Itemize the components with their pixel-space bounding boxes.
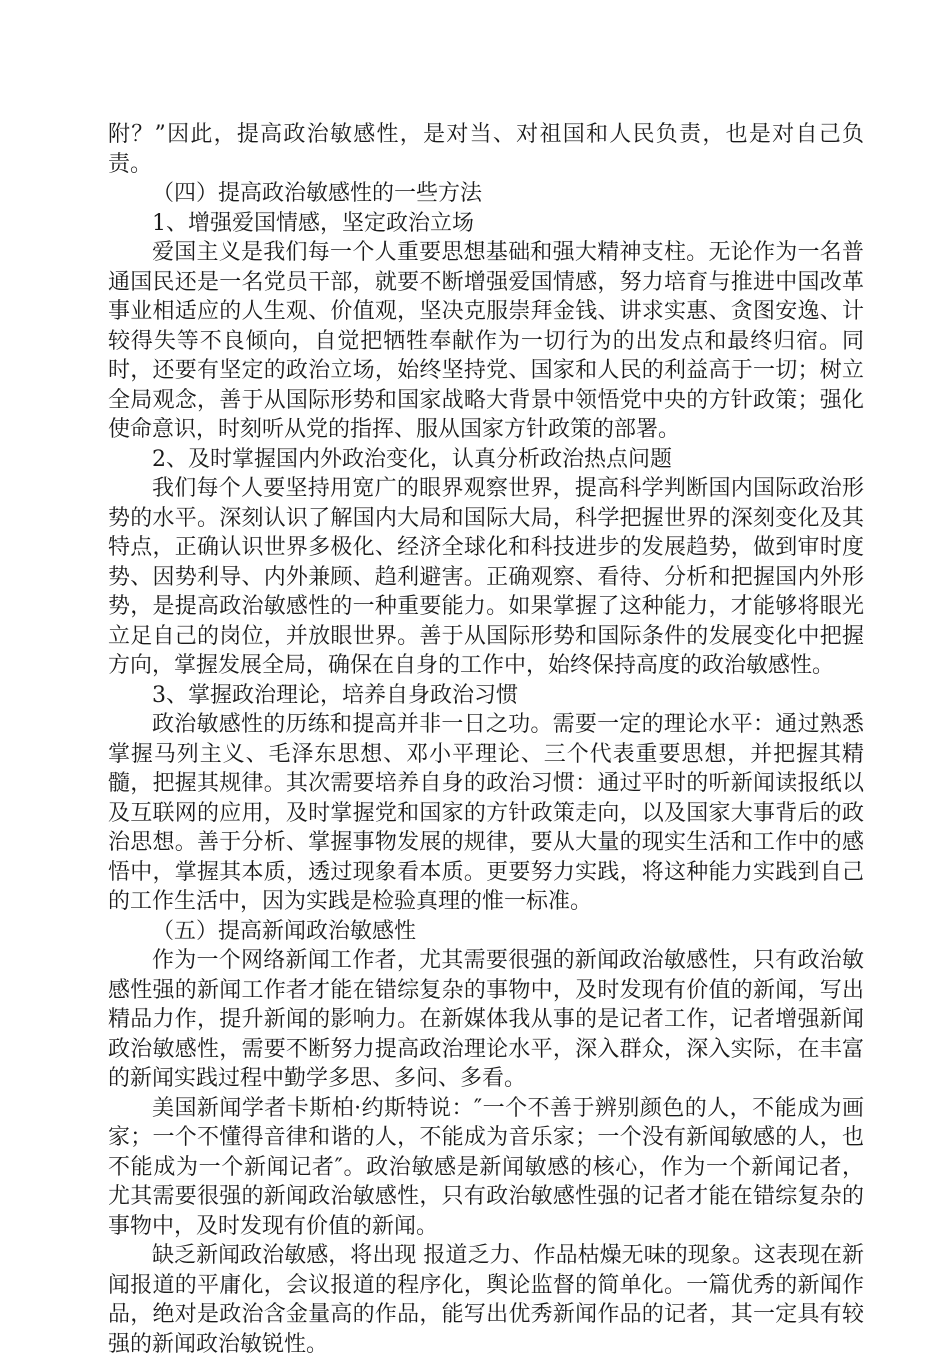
paragraph-patriotism: 爱国主义是我们每一个人重要思想基础和强大精神支柱。无论作为一名普通国民还是一名党员干部，就要不断增强爱国情感，努力培育与推进中国改革事业相适应的人生观、价值观，坚决克服崇拜金钱、讲求实惠、贪图安逸、计较得失等不良倾向，自觉把牺牲奉献作为一切行为的出发点和最终归宿。同时，还要有坚定的政治立场，始终坚持党、国家和人民的利益高于一切；树立全局观念，善于从国际形势和国家战略大背景中领悟党中央的方针政策；强化使命意识，时刻听从党的指挥、服从国家方针政策的部署。	[108, 240, 864, 442]
paragraph-theory: 政治敏感性的历练和提高并非一日之功。需要一定的理论水平：通过熟悉掌握马列主义、毛泽东思想、邓小平理论、三个代表重要思想，并把握其精髓，把握其规律。其次需要培养自身的政治习惯：通过平时的听新闻读报纸以及互联网的应用，及时掌握党和国家的方针政策走向，以及国家大事背后的政治思想。善于分析、掌握事物发展的规律，要从大量的现实生活和工作中的感悟中，掌握其本质，透过现象看本质。更要努力实践，将这种能力实践到自己的工作生活中，因为实践是检验真理的惟一标准。	[108, 712, 864, 914]
document-body	[108, 120, 864, 1359]
paragraph-lack-sensitivity: 缺乏新闻政治敏感，将出现 报道乏力、作品枯燥无味的现象。这表现在新闻报道的平庸化，会议报道的程序化，舆论监督的简单化。一篇优秀的新闻作品，绝对是政治含金量高的作品，能写出优秀新闻作品的记者，其一定具有较强的新闻政治敏锐性。	[108, 1243, 864, 1357]
paragraph-continuation: 附？”因此，提高政治敏感性，是对当、对祖国和人民负责，也是对自己负责。	[108, 122, 864, 177]
section-heading-four: （四）提高政治敏感性的一些方法	[152, 181, 483, 206]
paragraph-news-worker: 作为一个网络新闻工作者，尤其需要很强的新闻政治敏感性，只有政治敏感性强的新闻工作者才能在错综复杂的事物中，及时发现有价值的新闻，写出精品力作，提升新闻的影响力。在新媒体我从事的是记者工作，记者增强新闻政治敏感性，需要不断努力提高政治理论水平，深入群众，深入实际，在丰富的新闻实践过程中勤学多思、多问、多看。	[108, 948, 864, 1091]
subheading-3: 3、掌握政治理论，培养自身政治习惯	[152, 682, 518, 708]
section-heading-five: （五）提高新闻政治敏感性	[152, 918, 417, 944]
subheading-2: 2、及时掌握国内外政治变化，认真分析政治热点问题	[152, 446, 672, 472]
subheading-1: 1、增强爱国情感，坚定政治立场	[152, 210, 474, 236]
paragraph-quote: 美国新闻学者卡斯柏·约斯特说：″一个不善于辨别颜色的人，不能成为画家；一个不懂得音律和谐的人，不能成为音乐家；一个没有新闻敏感的人，也不能成为一个新闻记者″。政治敏感是新闻敏感的核心，作为一个新闻记者，尤其需要很强的新闻政治敏感性，只有政治敏感性强的记者才能在错综复杂的事物中，及时发现有价值的新闻。	[108, 1095, 864, 1239]
paragraph-world-view: 我们每个人要坚持用宽广的眼界观察世界，提高科学判断国内国际政治形势的水平。深刻认识了解国内大局和国际大局，科学把握世界的深刻变化及其特点，正确认识世界多极化、经济全球化和科技进步的发展趋势，做到审时度势、因势利导、内外兼顾、趋利避害。正确观察、看待、分析和把握国内外形势，是提高政治敏感性的一种重要能力。如果掌握了这种能力，才能够将眼光立足自己的岗位，并放眼世界。善于从国际形势和国际条件的发展变化中把握方向，掌握发展全局，确保在自身的工作中，始终保持高度的政治敏感性。	[108, 476, 864, 678]
